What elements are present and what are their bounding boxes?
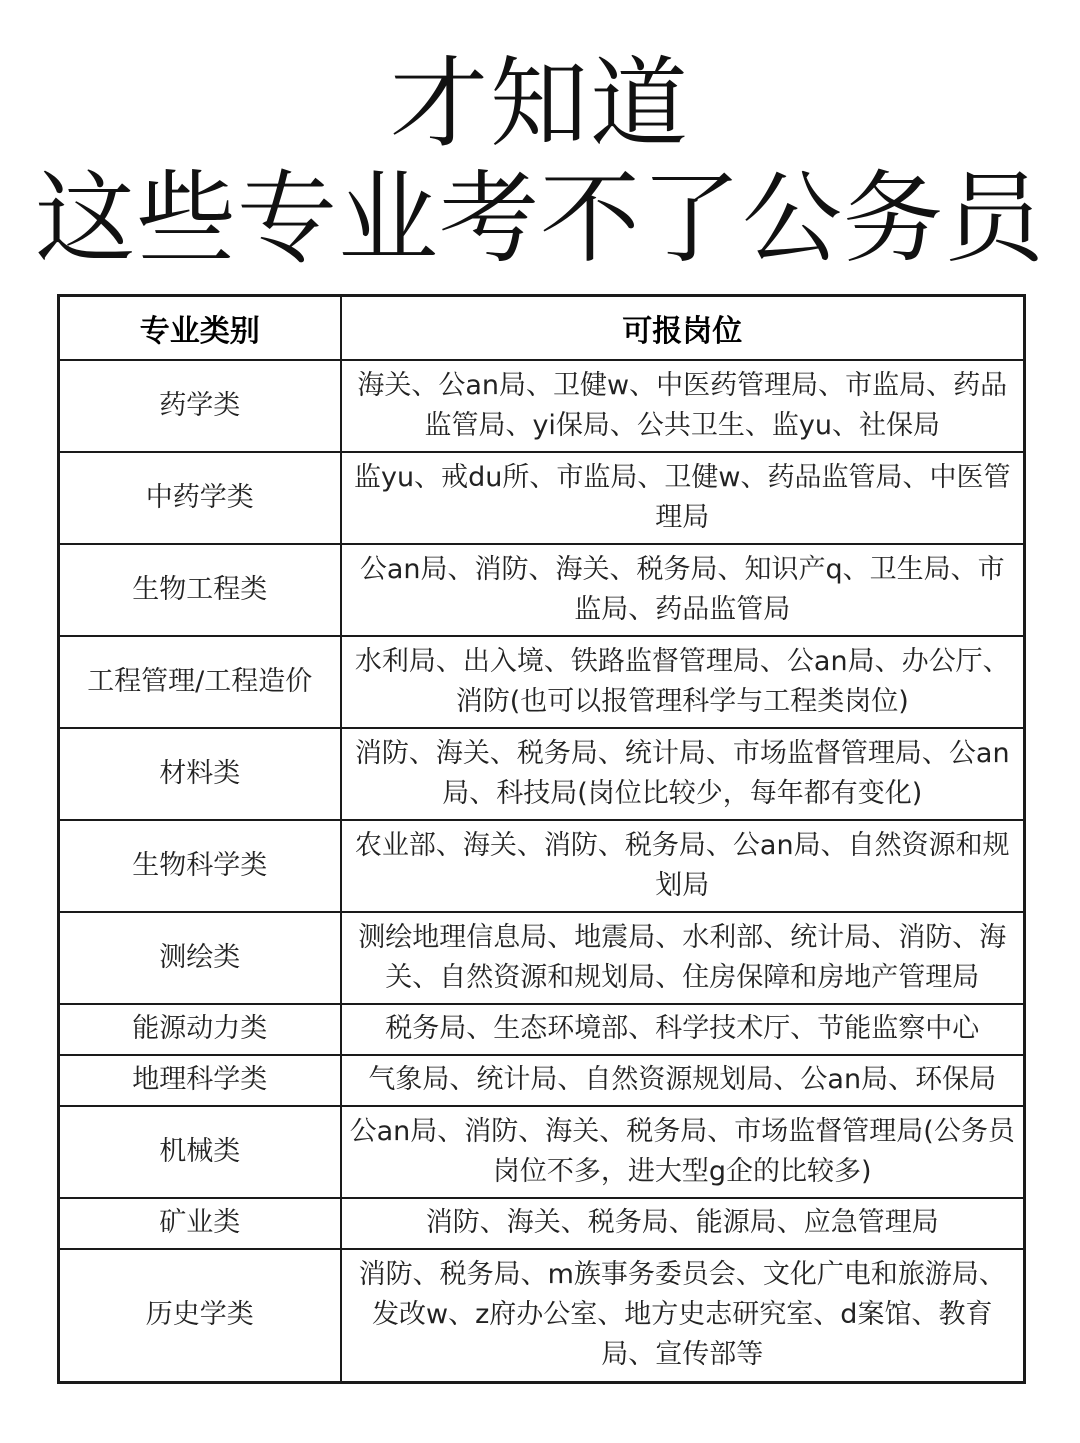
major-cell: 中药学类 (59, 452, 341, 544)
major-cell: 药学类 (59, 360, 341, 452)
major-cell: 历史学类 (59, 1249, 341, 1383)
table-row (59, 728, 1025, 820)
major-cell: 地理科学类 (59, 1055, 341, 1106)
table-row (59, 1249, 1025, 1383)
major-cell: 材料类 (59, 728, 341, 820)
positions-cell: 公an局、消防、海关、税务局、市场监督管理局(公务员岗位不多，进大型g企的比较多) (341, 1106, 1025, 1198)
title-line-2: 这些专业考不了公务员 (35, 160, 1045, 277)
title-line-1: 才知道 (389, 47, 690, 161)
header-available-positions: 可报岗位 (341, 296, 1025, 360)
positions-cell: 农业部、海关、消防、税务局、公an局、自然资源和规划局 (341, 820, 1025, 912)
major-cell: 机械类 (59, 1106, 341, 1198)
positions-cell: 消防、海关、税务局、能源局、应急管理局 (341, 1198, 1025, 1249)
positions-cell: 消防、海关、税务局、统计局、市场监督管理局、公an局、科技局(岗位比较少，每年都有变化) (341, 728, 1025, 820)
positions-cell: 水利局、出入境、铁路监督管理局、公an局、办公厅、消防(也可以报管理科学与工程类岗位) (341, 636, 1025, 728)
table-row (59, 1055, 1025, 1106)
major-cell: 生物科学类 (59, 820, 341, 912)
positions-cell: 海关、公an局、卫健w、中医药管理局、市监局、药品监管局、yi保局、公共卫生、监yu、社保局 (341, 360, 1025, 452)
positions-cell: 监yu、戒du所、市监局、卫健w、药品监管局、中医管理局 (341, 452, 1025, 544)
majors-table (57, 294, 1026, 1384)
major-cell: 生物工程类 (59, 544, 341, 636)
table-row (59, 452, 1025, 544)
table-row (59, 636, 1025, 728)
major-cell: 能源动力类 (59, 1004, 341, 1055)
table-row (59, 360, 1025, 452)
major-cell: 测绘类 (59, 912, 341, 1004)
positions-cell: 公an局、消防、海关、税务局、知识产q、卫生局、市监局、药品监管局 (341, 544, 1025, 636)
positions-cell: 气象局、统计局、自然资源规划局、公an局、环保局 (341, 1055, 1025, 1106)
header-major-category: 专业类别 (59, 296, 341, 360)
table-row (59, 1106, 1025, 1198)
positions-cell: 测绘地理信息局、地震局、水利部、统计局、消防、海关、自然资源和规划局、住房保障和房地产管理局 (341, 912, 1025, 1004)
positions-cell: 税务局、生态环境部、科学技术厅、节能监察中心 (341, 1004, 1025, 1055)
table-row (59, 544, 1025, 636)
table-row (59, 912, 1025, 1004)
major-cell: 矿业类 (59, 1198, 341, 1249)
table-row (59, 1004, 1025, 1055)
positions-cell: 消防、税务局、m族事务委员会、文化广电和旅游局、发改w、z府办公室、地方史志研究室、d案馆、教育局、宣传部等 (341, 1249, 1025, 1383)
table-row (59, 1198, 1025, 1249)
major-cell: 工程管理/工程造价 (59, 636, 341, 728)
table-header-row (59, 296, 1025, 360)
table-row (59, 820, 1025, 912)
